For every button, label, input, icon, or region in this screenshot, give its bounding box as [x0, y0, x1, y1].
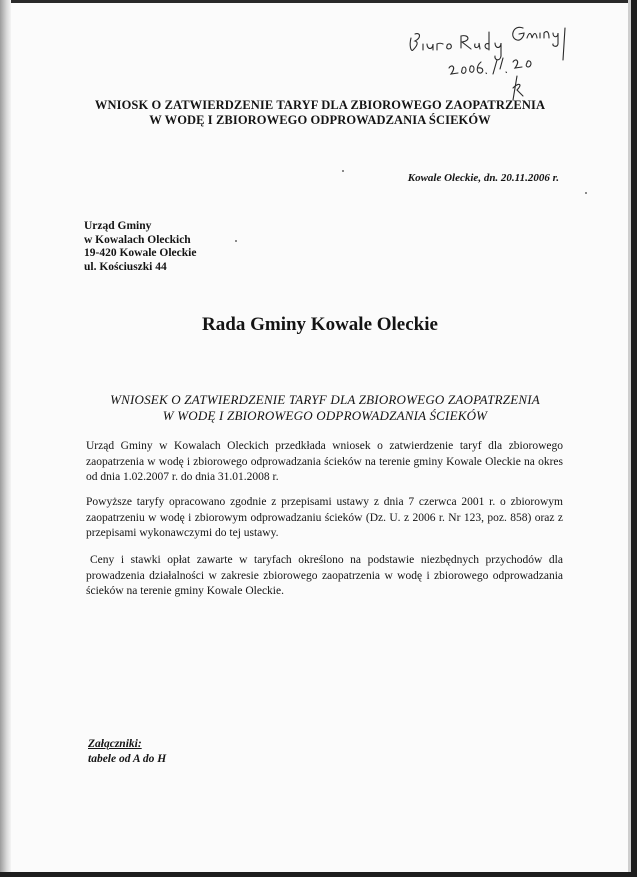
document-title — [70, 98, 570, 128]
sender-address — [84, 220, 196, 274]
sender-line3: 19-420 Kowale Oleckie — [84, 247, 197, 259]
handwritten-note-drawing — [405, 16, 575, 106]
attachments-label: Załączniki: — [88, 738, 142, 750]
scan-speck — [342, 170, 344, 172]
attachments-note — [88, 737, 166, 767]
body-paragraph-1: Urząd Gminy w Kowalach Oleckich przedkłada wniosek o zatwierdzenie taryf dla zbiorowego zaopatrzenia w wodę i zbiorowego odprowadzania ścieków na terenie gminy Kowale Oleckie na okres od dnia 1.02.2007 r. do dnia 31.01.2008 r. — [86, 440, 563, 483]
scan-edge-bottom — [0, 872, 637, 877]
subject-line2: W WODĘ I ZBIOROWEGO ODPROWADZANIA ŚCIEKÓW — [162, 408, 488, 423]
scan-edge-right — [631, 0, 637, 877]
body-paragraph-3: Ceny i stawki opłat zawarte w taryfach określono na podstawie niezbędnych przychodów dla prowadzenia działalności w zakresie zbiorowego zaopatrzenia w wodę i zbiorowego odprowadzania ścieków na terenie gminy Kowale Oleckie. — [86, 554, 563, 597]
subject-line1: WNIOSEK O ZATWIERDZENIE TARYF DLA ZBIOROWEGO ZAOPATRZENIA — [110, 392, 540, 407]
attachments-value: tabele od A do H — [88, 753, 167, 765]
body-paragraph-2: Powyższe taryfy opracowano zgodnie z przepisami ustawy z dnia 7 czerwca 2001 r. o zbiorowym zaopatrzeniu w wodę i zbiorowym odprowadzaniu ścieków (Dz. U. z 2006 r. Nr 123, poz. 858) oraz z przepisami wykonawczymi do tej ustawy. — [86, 496, 563, 539]
scan-speck — [235, 240, 237, 242]
sender-line4: ul. Kościuszki 44 — [84, 260, 167, 273]
scan-speck — [585, 192, 587, 194]
subject-heading — [80, 392, 570, 424]
recipient-heading: Rada Gminy Kowale Oleckie — [202, 314, 438, 335]
place-and-date: Kowale Oleckie, dn. 20.11.2006 r. — [407, 172, 559, 184]
handwritten-registry-stamp — [405, 16, 575, 106]
sender-line1: Urząd Gminy — [84, 220, 152, 232]
document-title-line2: W WODĘ I ZBIOROWEGO ODPROWADZANIA ŚCIEKÓW — [149, 113, 491, 127]
document-title-line1: WNIOSK O ZATWIERDZENIE TARYF DLA ZBIOROWEGO ZAOPATRZENIA — [94, 98, 546, 112]
scan-edge-left — [0, 0, 11, 877]
scan-edge-top — [0, 0, 637, 3]
sender-line2: w Kowalach Oleckich — [84, 233, 191, 246]
